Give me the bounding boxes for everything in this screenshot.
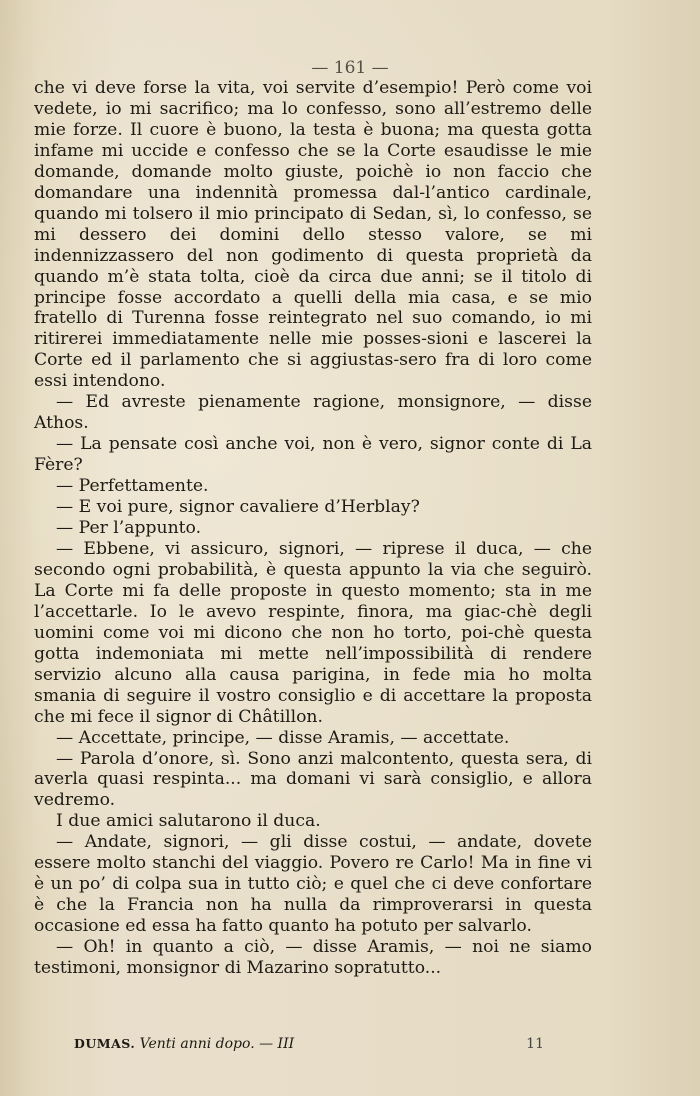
paragraph: — Andate, signori, — gli disse costui, — andate, dovete essere molto stanchi del viaggio. Povero re Carlo! Ma in fine vi è un po’ di colpa sua in tutto ciò; e quel che ci deve confortare è che la Francia non ha nulla da rimproverarsi in questa occasione ed essa ha fatto quanto ha potuto per salvarlo.	[34, 832, 592, 937]
sheet-number: 11	[526, 1036, 544, 1052]
book-title: Venti anni dopo. — III	[139, 1036, 295, 1052]
paragraph: — Ed avreste pienamente ragione, monsignore, — disse Athos.	[34, 392, 592, 434]
paragraph: — La pensate così anche voi, non è vero, signor conte di La Fère?	[34, 434, 592, 476]
paragraph: — Perfettamente.	[56, 476, 209, 497]
author-signature: DUMAS.	[74, 1036, 136, 1051]
paragraph: — Accettate, principe, — disse Aramis, — accettate.	[56, 727, 510, 748]
paragraph: — Per l’appunto.	[56, 518, 202, 539]
paragraph: — Oh! in quanto a ciò, — disse Aramis, — noi ne siamo testimoni, monsignor di Mazarino sopratutto...	[34, 937, 592, 979]
paragraph: I due amici salutarono il duca.	[56, 811, 321, 832]
paragraph: — Parola d’onore, sì. Sono anzi malcontento, questa sera, di averla quasi respinta... ma domani vi sarà consiglio, e allora vedremo.	[34, 748, 592, 811]
page-footer	[74, 1036, 544, 1052]
page-number: — 161 —	[311, 58, 389, 78]
paragraph: — Ebbene, vi assicuro, signori, — riprese il duca, — che secondo ogni probabilità, è questa appunto la via che seguirò. La Corte mi fa delle proposte in questo momento; sta in me l’accettarle. Io le avevo respinte, finora, ma giac-chè degli uomini come voi mi dicono che non ho torto, poi-chè questa gotta indemoniata mi mette nell’impossibilità di rendere servizio alcuno alla causa parigina, in fede mia ho molta smania di seguire il vostro consiglio e di accettare la proposta che mi fece il signor di Châtillon.	[34, 538, 592, 727]
body-text	[34, 78, 592, 979]
paragraph: che vi deve forse la vita, voi servite d’esempio! Però come voi vedete, io mi sacrifico; ma lo confesso, sono all’estremo delle mie forze. Il cuore è buono, la testa è buona; ma questa gotta infame mi uccide e confesso che se la Corte esaudisse le mie domande, domande molto giuste, poichè io non faccio che domandare una indennità promessa dal-l’antico cardinale, quando mi tolsero il mio principato di Sedan, sì, lo confesso, se mi dessero dei domini dello stesso valore, se mi indennizzassero del non godimento di questa proprietà da quando m’è stata tolta, cioè da circa due anni; se il titolo di principe fosse accordato a quelli della mia casa, e se mio fratello di Turenna fosse reintegrato nel suo comando, io mi ritirerei immediatamente nelle mie posses-sioni e lascerei la Corte ed il parlamento che si aggiustas-sero fra di loro come essi intendono.	[34, 78, 592, 392]
paragraph: — E voi pure, signor cavaliere d’Herblay?	[56, 497, 420, 518]
